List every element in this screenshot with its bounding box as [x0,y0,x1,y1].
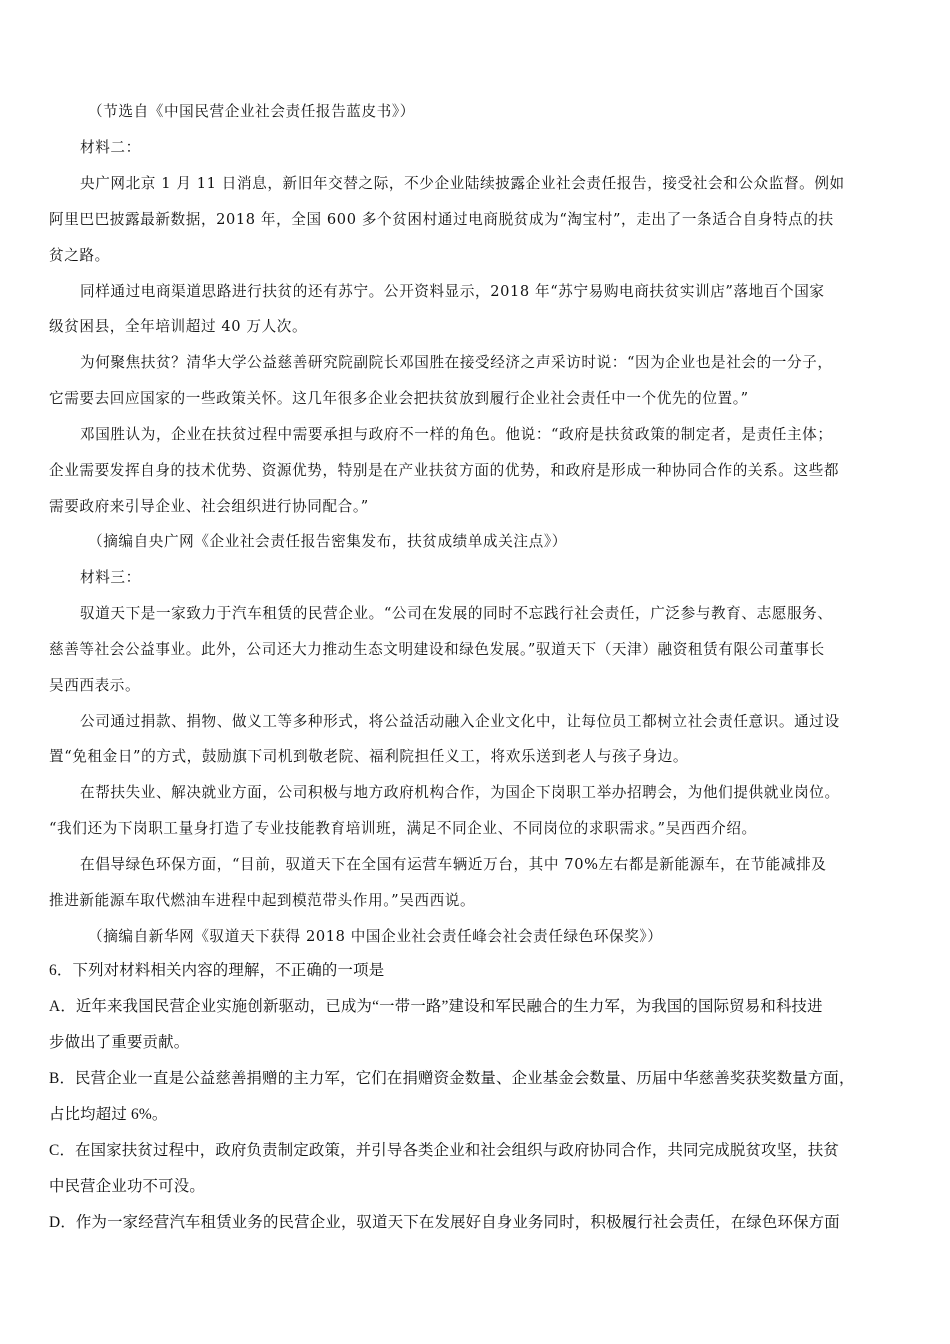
paragraph-line: 需要政府来引导企业、社会组织进行协同配合。” [49,498,369,515]
paragraph-line: 级贫困县，全年培训超过 40 万人次。 [49,318,308,335]
option-b-continued: 占比均超过 6%。 [49,1106,168,1123]
question-6-stem: 6．下列对材料相关内容的理解，不正确的一项是 [49,962,385,979]
paragraph-line: 贫之路。 [49,247,110,264]
paragraph-line: 推进新能源车取代燃油车进程中起到模范带头作用。”吴西西说。 [49,892,476,909]
paragraph-line: 同样通过电商渠道思路进行扶贫的还有苏宁。公开资料显示，2018 年“苏宁易购电商扶贫实训店”落地百个国家 [80,283,825,300]
option-b: B．民营企业一直是公益慈善捐赠的主力军，它们在捐赠资金数量、企业基金会数量、历届中华慈善奖获奖数量方面， [49,1070,855,1087]
paragraph-line: 阿里巴巴披露最新数据，2018 年，全国 600 多个贫困村通过电商脱贫成为“淘宝村”，走出了一条适合自身特点的扶 [49,211,834,228]
material3-source: （摘编自新华网《驭道天下获得 2018 中国企业社会责任峰会社会责任绿色环保奖》） [88,928,663,945]
paragraph-line: 为何聚焦扶贫？清华大学公益慈善研究院副院长邓国胜在接受经济之声采访时说：“因为企业也是社会的一分子， [80,354,833,371]
material2-source: （摘编自央广网《企业社会责任报告密集发布，扶贫成绩单成关注点》） [88,533,567,550]
paragraph-line: 驭道天下是一家致力于汽车租赁的民营企业。“公司在发展的同时不忘践行社会责任，广泛参与教育、志愿服务、 [80,605,833,622]
paragraph-line: 邓国胜认为，企业在扶贫过程中需要承担与政府不一样的角色。他说：“政府是扶贫政策的制定者，是责任主体； [80,426,833,443]
material1-source: （节选自《中国民营企业社会责任报告蓝皮书》） [88,103,415,120]
paragraph-line: 在帮扶失业、解决就业方面，公司积极与地方政府机构合作，为国企下岗职工举办招聘会，为他们提供就业岗位。 [80,784,840,801]
paragraph-line: “我们还为下岗职工量身打造了专业技能教育培训班，满足不同企业、不同岗位的求职需求。”吴西西介绍。 [49,820,757,837]
paragraph-line: 在倡导绿色环保方面，“目前，驭道天下在全国有运营车辆近万台，其中 70%左右都是新能源车，在节能减排及 [80,856,827,873]
option-c: C．在国家扶贫过程中，政府负责制定政策，并引导各类企业和社会组织与政府协同合作，共同完成脱贫攻坚，扶贫 [49,1142,839,1159]
paragraph-line: 吴西西表示。 [49,677,141,694]
paragraph-line: 公司通过捐款、捐物、做义工等多种形式，将公益活动融入企业文化中，让每位员工都树立社会责任意识。通过设 [80,713,840,730]
option-d: D．作为一家经营汽车租赁业务的民营企业，驭道天下在发展好自身业务同时，积极履行社会责任，在绿色环保方面 [49,1214,840,1231]
paragraph-line: 它需要去回应国家的一些政策关怀。这几年很多企业会把扶贫放到履行企业社会责任中一个优先的位置。” [49,390,749,407]
paragraph-line: 企业需要发挥自身的技术优势、资源优势，特别是在产业扶贫方面的优势，和政府是形成一种协同合作的关系。这些都 [49,462,840,479]
option-c-continued: 中民营企业功不可没。 [49,1178,205,1195]
paragraph-line: 置“免租金日”的方式，鼓励旗下司机到敬老院、福利院担任义工，将欢乐送到老人与孩子身边。 [49,748,689,765]
option-a: A．近年来我国民营企业实施创新驱动，已成为“一带一路”建设和军民融合的生力军，为我国的国际贸易和科技进 [49,998,823,1015]
paragraph-line: 慈善等社会公益事业。此外，公司还大力推动生态文明建设和绿色发展。”驭道天下（天津）融资租赁有限公司董事长 [49,641,825,658]
material2-heading: 材料二： [80,139,141,156]
paragraph-line: 央广网北京 1 月 11 日消息，新旧年交替之际，不少企业陆续披露企业社会责任报告，接受社会和公众监督。例如 [80,175,845,192]
material3-heading: 材料三： [80,569,141,586]
option-a-continued: 步做出了重要贡献。 [49,1034,190,1051]
